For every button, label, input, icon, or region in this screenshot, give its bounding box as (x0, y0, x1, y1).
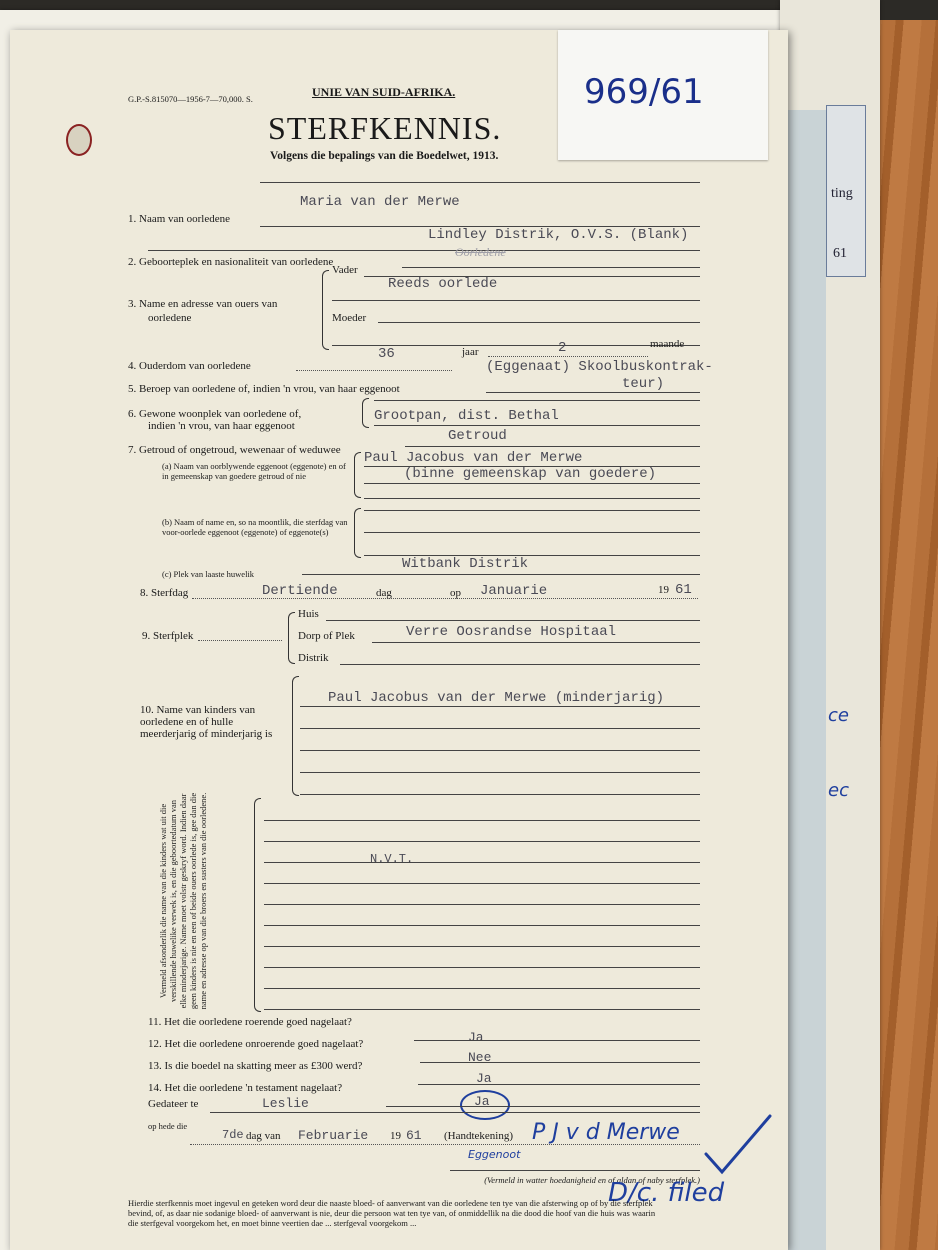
punch-hole (66, 124, 92, 156)
f5-label: 5. Beroep van oorledene of, indien 'n vrou, van haar eggenoot (128, 383, 400, 395)
f3-label-b: oorledene (148, 312, 192, 324)
f13-label: 13. Is die boedel na skatting meer as £300 werd? (148, 1060, 363, 1072)
signature-label: (Handtekening) (444, 1130, 514, 1142)
side-ruled-line (264, 883, 700, 884)
date-day: 7de (222, 1128, 244, 1142)
f8-op-label: op (450, 587, 461, 599)
f8-day: Dertiende (262, 583, 338, 599)
right-tab-box (826, 105, 866, 277)
form-subtitle: Volgens die bepalings van die Boedelwet, 1913. (270, 150, 499, 162)
f3-mother-label: Moeder (332, 312, 367, 324)
f3-value: Reeds oorlede (388, 276, 498, 292)
right-margin-note-a: ce (828, 705, 849, 726)
f1-label: 1. Naam van oorledene (128, 213, 231, 225)
f7a-label: (a) Naam van oorblywende eggenoot (eggenote) en of in gemeenskap van goedere getroud of nie (162, 461, 346, 481)
date-month: Februarie (298, 1128, 369, 1143)
signature: P J v d Merwe (532, 1120, 680, 1145)
f6-label-a: 6. Gewone woonplek van oorledene of, (128, 408, 302, 420)
f6-value: Grootpan, dist. Bethal (374, 408, 559, 424)
date-label: op hede die (148, 1121, 188, 1131)
f3-father-label: Vader (332, 264, 358, 276)
f7a-value-b: (binne gemeenskap van goedere) (404, 466, 657, 482)
side-ruled-line (264, 1009, 700, 1010)
capacity-note: (Vermeld in watter hoedanigheid en of aldan of naby sterfplek.) (484, 1175, 700, 1185)
f2-struck-word: Oorledene (455, 245, 506, 259)
f4-label: 4. Ouderdom van oorledene (128, 360, 251, 372)
f8-year-prefix: 19 (658, 584, 669, 596)
f9-town-label: Dorp of Plek (298, 630, 355, 642)
death-notice-form (10, 30, 788, 1250)
f3-label-a: 3. Name en adresse van ouers van (128, 298, 278, 310)
f7b-label: (b) Naam of name en, so na moontlik, die sterfdag van voor-oorlede eggenoot (eggenote) of eggenote(s) (162, 517, 348, 537)
file-number-sticker (558, 30, 768, 160)
side-instructions: Vermeld afsonderlik die name van die kinders wat uit die verskillende huwelike verwek is, en die geboortedatum van elke minderjarige. Name moet volstr geskryf word. Indien daar geen kinders is nie en een of beide ouers oorlede is, gee dan die name en adresse op van die broers en susters van die oorledene. (158, 792, 208, 1010)
f12-label: 12. Het die oorledene onroerende goed nagelaat? (148, 1038, 364, 1050)
side-ruled-line (264, 862, 700, 863)
f9-label: 9. Sterfplek (142, 630, 194, 642)
side-ruled-line (264, 946, 700, 947)
f11-label: 11. Het die oorledene roerende goed nagelaat? (148, 1016, 352, 1028)
f8-label: 8. Sterfdag (140, 587, 189, 599)
right-tab-text: ting (831, 186, 853, 201)
file-number: 969/61 (584, 72, 704, 112)
f1-value: Maria van der Merwe (300, 194, 460, 210)
dated-label: Gedateer te (148, 1098, 199, 1110)
f9-district-label: Distrik (298, 652, 329, 664)
f5-value-a: (Eggenaat) Skoolbuskontrak- (486, 359, 713, 375)
f7c-value: Witbank Distrik (402, 556, 529, 572)
blue-folder-edge (786, 110, 826, 1250)
right-margin-note-b: ec (828, 780, 849, 801)
f8-day-label: dag (376, 587, 392, 599)
f14-label: 14. Het die oorledene 'n testament nagelaat? (148, 1082, 343, 1094)
form-title: STERFKENNIS. (268, 110, 502, 146)
f7-label: 7. Getroud of ongetroud, wewenaar of weduwee (128, 444, 341, 456)
f7-value: Getroud (448, 428, 507, 444)
f7a-value-a: Paul Jacobus van der Merwe (364, 450, 583, 466)
f10-label: 10. Name van kinders van oorledene en of hulle meerderjarig of minderjarig is (140, 704, 273, 740)
side-value: N.V.T. (370, 852, 414, 866)
side-ruled-line (264, 904, 700, 905)
f4-years: 36 (378, 346, 395, 362)
f8-year: 61 (675, 582, 692, 598)
f4-months: 2 (558, 340, 567, 356)
side-ruled-line (264, 841, 700, 842)
right-tab-text-b: 61 (833, 246, 847, 261)
side-ruled-line (264, 988, 700, 989)
f5-value-b: teur) (622, 376, 665, 392)
dated-place: Leslie (262, 1096, 309, 1111)
f9-house-label: Huis (298, 608, 319, 620)
printer-reference: G.P.-S.815070—1956-7—70,000. S. (128, 94, 253, 104)
f7c-label: (c) Plek van laaste huwelik (162, 569, 255, 579)
date-year-prefix: 19 (390, 1130, 401, 1142)
side-ruled-line (264, 967, 700, 968)
side-ruled-line (264, 820, 700, 821)
footer-instructions: Hierdie sterfkennis moet ingevul en geteken word deur die naaste bloed- of aanverwant van die oorledene ten tye van die afsterwing op of by die sterfplek bevind, of, as daar nie sodanige bloed- of aanverwant is nie, deur die persoon wat ten tye van, of onmiddellik na die dood die hoof van die huis was waarin die sterfgeval voorgekom het, en moet binne veertien dae ... sterfgeval voorgekom ... (128, 1198, 656, 1228)
f2-value: Lindley Distrik, O.V.S. (Blank) (428, 227, 689, 243)
f8-month: Januarie (480, 583, 548, 599)
f9-value: Verre Oosrandse Hospitaal (406, 624, 617, 640)
filed-note: D/c. filed (608, 1178, 725, 1208)
date-year: 61 (406, 1128, 422, 1143)
capacity-handwritten: Eggenoot (468, 1148, 521, 1161)
f11-value: Ja (468, 1030, 484, 1045)
f4-years-label: jaar (462, 346, 479, 358)
f4-months-label: maande (650, 338, 685, 350)
f2-label: 2. Geboorteplek en nasionaliteit van oorledene (128, 256, 334, 268)
f14-value: Ja (474, 1094, 490, 1109)
side-ruled-line (264, 925, 700, 926)
f12-value: Nee (468, 1050, 492, 1065)
f6-label-b: indien 'n vrou, van haar eggenoot (148, 420, 295, 432)
f13-value: Ja (476, 1071, 492, 1086)
date-dag-label: dag van (246, 1130, 281, 1142)
f10-value: Paul Jacobus van der Merwe (minderjarig) (328, 690, 665, 706)
country-heading: UNIE VAN SUID-AFRIKA. (312, 85, 456, 99)
